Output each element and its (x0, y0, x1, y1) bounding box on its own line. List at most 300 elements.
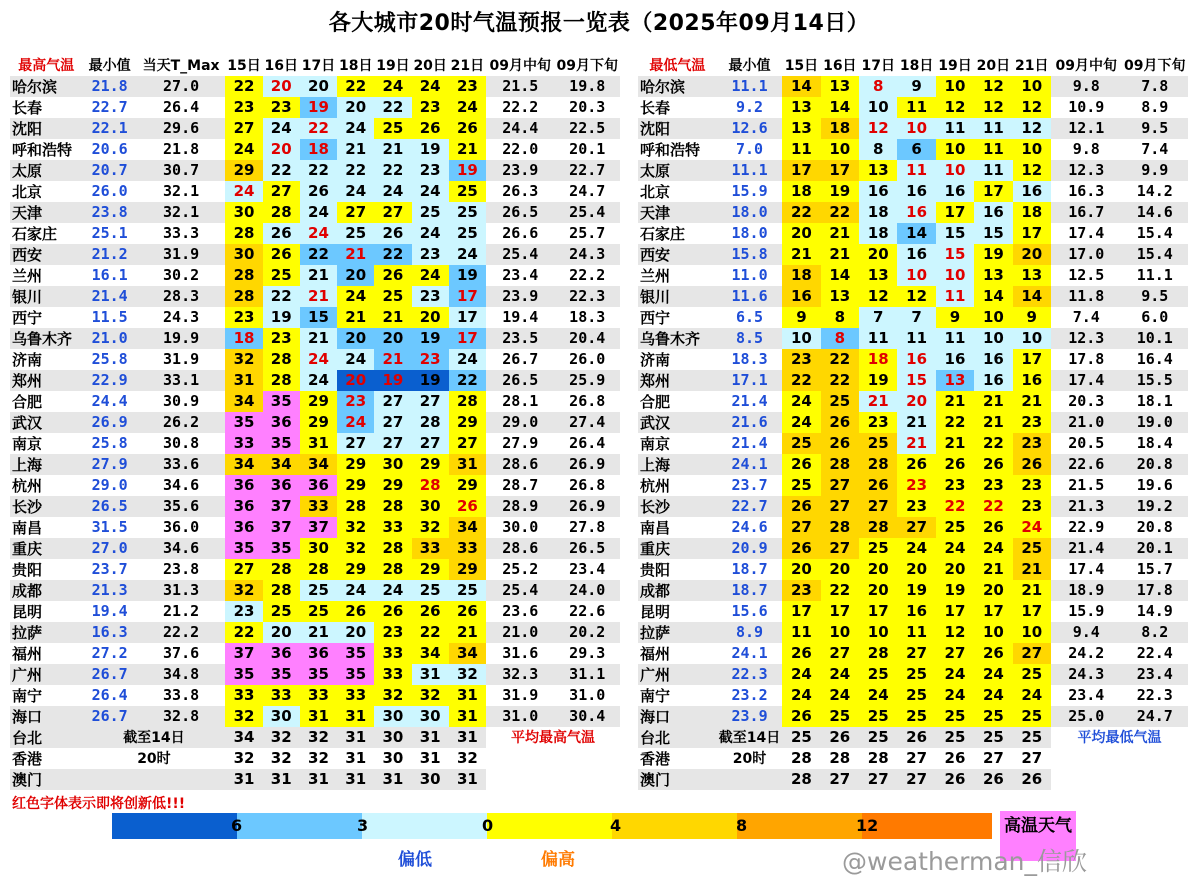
high-row (10, 496, 620, 517)
day-forecast: 12 (1013, 160, 1051, 181)
mid-sept-avg: 31.0 (486, 706, 554, 727)
day-forecast: 33 (374, 517, 411, 538)
day-forecast: 21 (821, 223, 859, 244)
mid-sept-avg: 23.5 (486, 328, 554, 349)
mid-sept-avg: 23.6 (502, 602, 539, 621)
day-forecast: 30 (225, 202, 262, 223)
day-forecast: 25 (936, 706, 974, 727)
city-name: 南京 (640, 434, 671, 453)
low-row (638, 643, 1188, 664)
late-sept-avg: 22.3 (1136, 686, 1173, 705)
today-tmax: 33.3 (163, 224, 200, 243)
min-value: 23.9 (717, 706, 782, 727)
day-forecast: 20 (782, 559, 820, 580)
day-forecast: 19 (412, 328, 449, 349)
day-forecast: 14 (1013, 286, 1051, 307)
low-row (638, 244, 1188, 265)
day-forecast: 25 (782, 727, 820, 748)
late-sept-avg: 20.1 (569, 140, 606, 159)
low-row (638, 496, 1188, 517)
city-name: 拉萨 (10, 622, 82, 643)
day-forecast: 10 (1013, 328, 1051, 349)
low-extra-row (638, 727, 1188, 748)
day-forecast: 16 (897, 202, 935, 223)
day-forecast: 32 (412, 685, 449, 706)
late-sept-avg: 20.2 (554, 622, 620, 643)
day-forecast: 25 (859, 664, 897, 685)
day-forecast: 25 (897, 664, 935, 685)
min-value: 23.2 (731, 686, 768, 705)
mid-sept-avg: 22.2 (502, 98, 539, 117)
day-forecast: 31 (412, 664, 449, 685)
day-forecast: 23 (1013, 475, 1051, 496)
day-forecast: 20 (337, 370, 374, 391)
day-forecast: 24 (300, 349, 337, 370)
day-forecast: 31 (300, 769, 337, 790)
day-forecast: 26 (821, 412, 859, 433)
late-sept-avg: 26.9 (554, 454, 620, 475)
high-temp-table (10, 55, 620, 790)
day-forecast: 18 (782, 265, 820, 286)
day-forecast: 16 (974, 349, 1012, 370)
day-forecast: 24 (821, 664, 859, 685)
day-forecast: 15 (936, 223, 974, 244)
city-name: 杭州 (12, 476, 43, 495)
day-forecast: 20 (337, 97, 374, 118)
day-forecast: 21 (337, 244, 374, 265)
day-forecast: 23 (1013, 496, 1051, 517)
day-forecast: 34 (300, 454, 337, 475)
average-label (1051, 769, 1188, 790)
day-forecast: 26 (1013, 769, 1051, 790)
today-tmax: 33.1 (137, 370, 226, 391)
mid-sept-avg: 28.9 (486, 496, 554, 517)
day-forecast: 35 (263, 391, 300, 412)
day-forecast: 30 (300, 538, 337, 559)
high-header-cell: 09月中旬 (489, 58, 551, 75)
high-row (10, 328, 620, 349)
day-forecast: 26 (936, 454, 974, 475)
day-forecast: 13 (974, 265, 1012, 286)
day-forecast: 31 (449, 685, 486, 706)
day-forecast: 35 (225, 538, 262, 559)
day-forecast: 20 (821, 559, 859, 580)
day-forecast: 24 (337, 580, 374, 601)
day-forecast: 22 (821, 202, 859, 223)
high-extra-row (10, 748, 620, 769)
day-forecast: 34 (412, 643, 449, 664)
day-forecast: 24 (782, 685, 820, 706)
late-sept-avg: 14.2 (1136, 182, 1173, 201)
day-forecast: 19 (897, 580, 935, 601)
min-value: 20.7 (82, 160, 136, 181)
mid-sept-avg: 26.7 (502, 350, 539, 369)
mid-sept-avg: 32.3 (486, 664, 554, 685)
day-forecast: 36 (263, 412, 300, 433)
day-forecast: 23 (374, 622, 411, 643)
day-forecast: 24 (374, 580, 411, 601)
legend-swatch-p8 (737, 813, 862, 839)
day-forecast: 17 (449, 286, 486, 307)
extra-note: 截至14日 (717, 727, 782, 748)
day-forecast: 31 (337, 706, 374, 727)
day-forecast: 24 (225, 181, 262, 202)
late-sept-avg: 26.9 (554, 496, 620, 517)
late-sept-avg: 17.8 (1122, 580, 1188, 601)
today-tmax: 34.6 (137, 538, 226, 559)
day-forecast: 27 (821, 475, 859, 496)
today-tmax: 31.9 (163, 350, 200, 369)
mid-sept-avg: 24.4 (486, 118, 554, 139)
min-value: 21.0 (82, 328, 136, 349)
mid-sept-avg: 27.9 (502, 434, 539, 453)
late-sept-avg: 6.0 (1141, 308, 1169, 327)
day-forecast: 26 (412, 601, 449, 622)
day-forecast: 27 (897, 517, 935, 538)
late-sept-avg: 19.8 (554, 76, 620, 97)
today-tmax: 33.6 (137, 454, 226, 475)
legend-tick-12: 12 (856, 816, 879, 835)
day-forecast: 27 (449, 433, 486, 454)
low-row (638, 118, 1188, 139)
low-header-row (638, 55, 1188, 76)
day-forecast: 28 (821, 454, 859, 475)
day-forecast: 23 (897, 496, 935, 517)
legend-swatch-m0 (362, 813, 487, 839)
day-forecast: 15 (974, 223, 1012, 244)
day-forecast: 24 (337, 286, 374, 307)
day-forecast: 25 (263, 265, 300, 286)
city-name: 济南 (12, 350, 43, 369)
mid-sept-avg: 15.9 (1068, 602, 1105, 621)
city-name: 拉萨 (638, 622, 717, 643)
day-forecast: 22 (263, 286, 300, 307)
day-forecast: 28 (225, 286, 262, 307)
day-forecast: 19 (374, 370, 411, 391)
day-forecast: 8 (821, 307, 859, 328)
day-forecast: 11 (859, 328, 897, 349)
day-forecast: 25 (859, 706, 897, 727)
day-forecast: 23 (859, 412, 897, 433)
day-forecast: 20 (859, 580, 897, 601)
extra-note (82, 769, 225, 790)
city-name: 乌鲁木齐 (10, 328, 82, 349)
high-header-cell: 16日 (264, 58, 298, 75)
low-row (638, 391, 1188, 412)
city-name: 香港 (640, 749, 671, 768)
day-forecast: 27 (374, 412, 411, 433)
day-forecast: 16 (782, 286, 820, 307)
day-forecast: 23 (263, 328, 300, 349)
min-value: 29.0 (91, 476, 128, 495)
day-forecast: 26 (944, 749, 966, 768)
day-forecast: 22 (936, 496, 974, 517)
day-forecast: 34 (449, 643, 486, 664)
day-forecast: 28 (867, 749, 889, 768)
day-forecast: 23 (263, 97, 300, 118)
city-name: 石家庄 (12, 224, 58, 243)
day-forecast: 11 (782, 622, 820, 643)
day-forecast: 28 (374, 538, 411, 559)
day-forecast: 20 (859, 244, 897, 265)
day-forecast: 26 (782, 643, 820, 664)
late-sept-avg: 9.5 (1122, 286, 1188, 307)
city-name: 长沙 (10, 496, 82, 517)
day-forecast: 16 (974, 370, 1012, 391)
day-forecast: 19 (449, 160, 486, 181)
day-forecast: 26 (782, 538, 820, 559)
day-forecast: 31 (300, 433, 337, 454)
min-value: 21.2 (82, 244, 136, 265)
hot-weather-legend: 高温天气 (1000, 811, 1076, 861)
day-forecast: 37 (225, 643, 262, 664)
day-forecast: 24 (936, 538, 974, 559)
low-row (638, 76, 1188, 97)
day-forecast: 17 (1013, 349, 1051, 370)
low-extra-row (638, 748, 1188, 769)
min-value: 26.7 (82, 664, 136, 685)
mid-sept-avg: 20.5 (1068, 434, 1105, 453)
day-forecast: 36 (225, 496, 262, 517)
low-row (638, 454, 1188, 475)
legend-swatch-p0 (487, 813, 612, 839)
legend-tick-6: 6 (231, 816, 243, 835)
mid-sept-avg: 17.4 (1068, 224, 1105, 243)
day-forecast: 24 (449, 244, 486, 265)
min-value: 18.7 (731, 560, 768, 579)
day-forecast: 12 (859, 286, 897, 307)
day-forecast: 14 (782, 76, 820, 97)
low-row (638, 538, 1188, 559)
late-sept-avg: 22.5 (554, 118, 620, 139)
day-forecast: 33 (374, 643, 411, 664)
min-value: 18.7 (717, 580, 782, 601)
day-forecast: 12 (974, 97, 1012, 118)
day-forecast: 31 (225, 769, 262, 790)
day-forecast: 34 (225, 454, 262, 475)
mid-sept-avg: 30.0 (502, 518, 539, 537)
city-name: 北京 (12, 182, 43, 201)
day-forecast: 24 (374, 76, 411, 97)
day-forecast: 19 (974, 244, 1012, 265)
day-forecast: 33 (225, 433, 262, 454)
city-name: 长春 (640, 98, 671, 117)
late-sept-avg: 18.4 (1136, 434, 1173, 453)
mid-sept-avg: 26.3 (502, 182, 539, 201)
day-forecast: 25 (897, 706, 935, 727)
high-header-cell: 21日 (450, 58, 485, 75)
day-forecast: 11 (782, 139, 820, 160)
day-forecast: 22 (225, 76, 262, 97)
day-forecast: 21 (936, 391, 974, 412)
city-name: 西宁 (12, 308, 43, 327)
min-value: 27.9 (82, 454, 136, 475)
low-row (638, 433, 1188, 454)
day-forecast: 26 (821, 433, 859, 454)
day-forecast: 16 (897, 244, 935, 265)
day-forecast: 28 (790, 749, 812, 768)
late-sept-avg: 7.8 (1122, 76, 1188, 97)
day-forecast: 10 (1013, 139, 1051, 160)
day-forecast: 24 (263, 118, 300, 139)
day-forecast: 27 (821, 538, 859, 559)
late-sept-avg: 9.5 (1122, 118, 1188, 139)
day-forecast: 14 (974, 286, 1012, 307)
day-forecast: 35 (263, 664, 300, 685)
day-forecast: 9 (1013, 307, 1051, 328)
mid-sept-avg: 9.4 (1051, 622, 1122, 643)
day-forecast: 26 (782, 496, 820, 517)
city-name: 哈尔滨 (10, 76, 82, 97)
day-forecast: 22 (374, 97, 411, 118)
day-forecast: 29 (449, 559, 486, 580)
day-forecast: 31 (374, 769, 411, 790)
day-forecast: 27 (821, 496, 859, 517)
late-sept-avg: 29.3 (569, 644, 606, 663)
day-forecast: 26 (374, 265, 411, 286)
high-row (10, 307, 620, 328)
min-value: 11.1 (717, 160, 782, 181)
high-row (10, 664, 620, 685)
day-forecast: 24 (859, 685, 897, 706)
day-forecast: 33 (300, 496, 337, 517)
day-forecast: 16 (936, 181, 974, 202)
day-forecast: 25 (1013, 664, 1051, 685)
today-tmax: 36.0 (163, 518, 200, 537)
late-sept-avg: 19.2 (1122, 496, 1188, 517)
day-forecast: 36 (263, 475, 300, 496)
day-forecast: 11 (936, 328, 974, 349)
day-forecast: 33 (412, 538, 449, 559)
high-row (10, 223, 620, 244)
low-row (638, 370, 1188, 391)
min-value: 21.3 (82, 580, 136, 601)
day-forecast: 12 (936, 97, 974, 118)
day-forecast: 32 (308, 749, 329, 768)
day-forecast: 17 (1013, 601, 1051, 622)
min-value: 12.6 (717, 118, 782, 139)
high-row (10, 580, 620, 601)
day-forecast: 25 (821, 391, 859, 412)
red-font-footnote: 红色字体表示即将创新低!!! (12, 796, 186, 812)
high-header-cell: 18日 (338, 58, 373, 75)
day-forecast: 13 (821, 286, 859, 307)
day-forecast: 12 (897, 286, 935, 307)
day-forecast: 27 (374, 202, 411, 223)
day-forecast: 23 (974, 475, 1012, 496)
city-name: 武汉 (10, 412, 82, 433)
day-forecast: 11 (897, 97, 935, 118)
day-forecast: 21 (974, 391, 1012, 412)
day-forecast: 18 (300, 139, 337, 160)
day-forecast: 14 (897, 223, 935, 244)
day-forecast: 24 (300, 370, 337, 391)
today-tmax: 21.8 (163, 140, 200, 159)
day-forecast: 29 (337, 559, 374, 580)
day-forecast: 35 (300, 664, 337, 685)
city-name: 重庆 (638, 538, 717, 559)
day-forecast: 24 (782, 391, 820, 412)
min-value: 11.0 (731, 266, 768, 285)
late-sept-avg: 24.7 (1122, 706, 1188, 727)
day-forecast: 17 (936, 601, 974, 622)
day-forecast: 24 (974, 664, 1012, 685)
mid-sept-avg: 7.4 (1072, 308, 1100, 327)
late-sept-avg: 11.1 (1136, 266, 1173, 285)
high-row (10, 160, 620, 181)
city-name: 澳门 (638, 769, 717, 790)
day-forecast: 25 (412, 202, 449, 223)
city-name: 南昌 (640, 518, 671, 537)
day-forecast: 26 (974, 769, 1012, 790)
low-row (638, 559, 1188, 580)
day-forecast: 23 (225, 97, 262, 118)
day-forecast: 20 (300, 76, 337, 97)
day-forecast: 11 (974, 160, 1012, 181)
min-value: 21.4 (731, 392, 768, 411)
legend-low-label: 偏低 (398, 850, 432, 870)
today-tmax: 22.2 (137, 622, 226, 643)
day-forecast: 28 (374, 559, 411, 580)
day-forecast: 24 (782, 664, 820, 685)
day-forecast: 25 (449, 580, 486, 601)
late-sept-avg: 10.1 (1122, 328, 1188, 349)
min-value: 8.5 (717, 328, 782, 349)
min-value: 25.1 (91, 224, 128, 243)
day-forecast: 26 (859, 475, 897, 496)
city-name: 哈尔滨 (638, 76, 717, 97)
day-forecast: 24 (374, 181, 411, 202)
day-forecast: 30 (263, 706, 300, 727)
mid-sept-avg: 23.4 (1068, 686, 1105, 705)
day-forecast: 21 (449, 622, 486, 643)
min-value: 26.4 (91, 686, 128, 705)
day-forecast: 29 (449, 475, 486, 496)
legend-tick-4: 4 (610, 816, 622, 835)
day-forecast: 12 (859, 118, 897, 139)
day-forecast: 35 (263, 538, 300, 559)
low-header-cell: 20日 (976, 58, 1011, 75)
min-value: 26.0 (91, 182, 128, 201)
legend-swatch-m6 (112, 813, 237, 839)
day-forecast: 20 (782, 223, 820, 244)
late-sept-avg: 25.9 (554, 370, 620, 391)
day-forecast: 28 (225, 223, 262, 244)
city-name: 合肥 (12, 392, 43, 411)
city-name: 济南 (640, 350, 671, 369)
day-forecast: 18 (821, 118, 859, 139)
day-forecast: 20 (1013, 244, 1051, 265)
day-forecast: 10 (1013, 76, 1051, 97)
high-header-cell: 最小值 (88, 58, 131, 75)
day-forecast: 17 (974, 181, 1012, 202)
late-sept-avg: 22.6 (569, 602, 606, 621)
city-name: 西安 (638, 244, 717, 265)
day-forecast: 29 (337, 475, 374, 496)
city-name: 广州 (10, 664, 82, 685)
day-forecast: 17 (782, 601, 820, 622)
day-forecast: 24 (412, 265, 449, 286)
day-forecast: 21 (300, 622, 337, 643)
day-forecast: 24 (412, 223, 449, 244)
day-forecast: 22 (337, 76, 374, 97)
day-forecast: 28 (263, 559, 300, 580)
day-forecast: 30 (412, 706, 449, 727)
day-forecast: 28 (300, 559, 337, 580)
city-name: 澳门 (10, 769, 82, 790)
average-label (486, 769, 620, 790)
mid-sept-avg: 31.6 (502, 644, 539, 663)
